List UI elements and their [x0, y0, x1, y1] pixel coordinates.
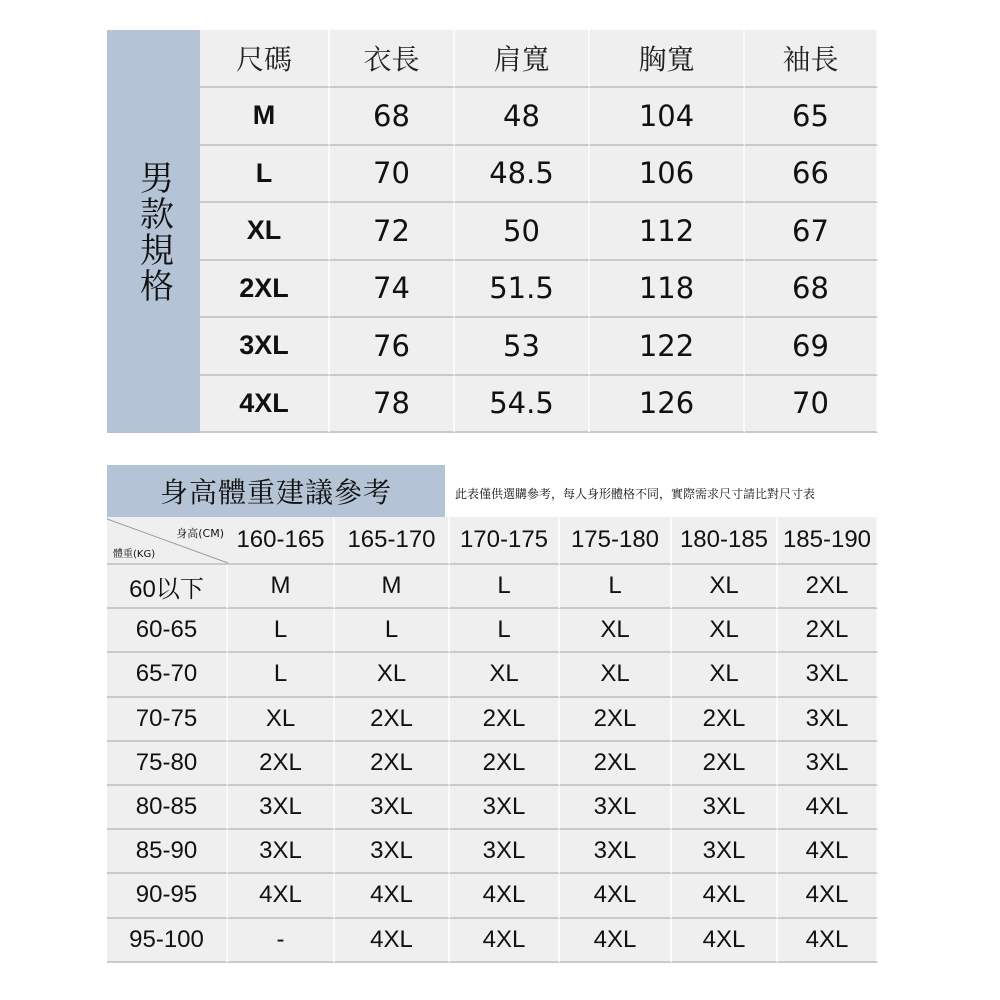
size-cell: 3XL — [450, 786, 560, 830]
size-cell: 3XL — [335, 786, 450, 830]
size-cell: XL — [560, 609, 672, 653]
weight-label: 90-95 — [107, 874, 228, 918]
size-label: 4XL — [200, 376, 330, 434]
measurement-cell: 70 — [330, 146, 455, 204]
column-header: 肩寬 — [455, 30, 590, 88]
size-cell: 2XL — [778, 609, 878, 653]
size-label: M — [200, 88, 330, 146]
measurement-cell: 53 — [455, 318, 590, 376]
measurement-cell: 51.5 — [455, 261, 590, 319]
size-cell: 4XL — [778, 830, 878, 874]
size-cell: 4XL — [228, 874, 335, 918]
size-cell: L — [228, 609, 335, 653]
size-cell: 2XL — [560, 698, 672, 742]
size-cell: 2XL — [672, 742, 778, 786]
size-cell: L — [450, 609, 560, 653]
size-cell: XL — [450, 653, 560, 697]
size-label: L — [200, 146, 330, 204]
size-cell: 3XL — [778, 742, 878, 786]
measurement-cell: 118 — [590, 261, 745, 319]
weight-label: 75-80 — [107, 742, 228, 786]
size-cell: 2XL — [778, 565, 878, 609]
size-cell: 2XL — [450, 698, 560, 742]
size-cell: 4XL — [672, 874, 778, 918]
measurement-cell: 70 — [745, 376, 878, 434]
measurement-cell: 66 — [745, 146, 878, 204]
size-cell: 3XL — [672, 786, 778, 830]
size-cell: 3XL — [560, 830, 672, 874]
measurement-cell: 68 — [745, 261, 878, 319]
corner-header — [107, 517, 228, 565]
measurement-cell: 104 — [590, 88, 745, 146]
mens-spec-label: 男款規格 — [107, 30, 200, 433]
size-cell: 3XL — [672, 830, 778, 874]
measurement-cell: 126 — [590, 376, 745, 434]
measurement-cell: 69 — [745, 318, 878, 376]
size-cell: XL — [672, 565, 778, 609]
size-cell: 4XL — [778, 786, 878, 830]
size-cell: 3XL — [228, 830, 335, 874]
weight-label: 85-90 — [107, 830, 228, 874]
size-cell: L — [335, 609, 450, 653]
size-cell: XL — [335, 653, 450, 697]
size-cell: 3XL — [560, 786, 672, 830]
size-label: 2XL — [200, 261, 330, 319]
corner-weight-label: 體重(KG) — [113, 549, 156, 560]
measurement-cell: 112 — [590, 203, 745, 261]
size-cell: L — [228, 653, 335, 697]
weight-label: 65-70 — [107, 653, 228, 697]
size-cell: 3XL — [778, 653, 878, 697]
size-cell: 4XL — [778, 874, 878, 918]
weight-label: 95-100 — [107, 919, 228, 963]
size-cell: L — [560, 565, 672, 609]
size-cell: - — [228, 919, 335, 963]
size-cell: 2XL — [672, 698, 778, 742]
size-cell: 4XL — [560, 919, 672, 963]
measurement-cell: 68 — [330, 88, 455, 146]
size-cell: 4XL — [450, 919, 560, 963]
size-cell: 2XL — [450, 742, 560, 786]
size-cell: 3XL — [778, 698, 878, 742]
size-cell: 4XL — [778, 919, 878, 963]
size-label: 3XL — [200, 318, 330, 376]
height-header: 180-185 — [672, 517, 778, 565]
measurement-cell: 74 — [330, 261, 455, 319]
size-cell: 2XL — [335, 698, 450, 742]
recommend-note: 此表僅供選購參考，每人身形體格不同，實際需求尺寸請比對尺寸表 — [455, 487, 816, 501]
size-label: XL — [200, 203, 330, 261]
column-header: 尺碼 — [200, 30, 330, 88]
weight-label: 60以下 — [107, 565, 228, 609]
size-cell: 3XL — [450, 830, 560, 874]
size-cell: XL — [560, 653, 672, 697]
measurement-cell: 65 — [745, 88, 878, 146]
measurement-cell: 54.5 — [455, 376, 590, 434]
mens-size-table — [107, 30, 878, 433]
size-cell: 4XL — [335, 919, 450, 963]
weight-label: 70-75 — [107, 698, 228, 742]
height-header: 175-180 — [560, 517, 672, 565]
measurement-cell: 72 — [330, 203, 455, 261]
size-cell: 2XL — [228, 742, 335, 786]
size-cell: 2XL — [335, 742, 450, 786]
height-weight-table — [107, 517, 878, 963]
size-cell: M — [335, 565, 450, 609]
size-cell: 3XL — [228, 786, 335, 830]
size-cell: 3XL — [335, 830, 450, 874]
size-cell: M — [228, 565, 335, 609]
measurement-cell: 50 — [455, 203, 590, 261]
measurement-cell: 122 — [590, 318, 745, 376]
column-header: 袖長 — [745, 30, 878, 88]
size-cell: 4XL — [672, 919, 778, 963]
size-cell: 4XL — [560, 874, 672, 918]
size-cell: XL — [672, 653, 778, 697]
size-cell: 2XL — [560, 742, 672, 786]
height-header: 160-165 — [228, 517, 335, 565]
height-header: 170-175 — [450, 517, 560, 565]
measurement-cell: 78 — [330, 376, 455, 434]
measurement-cell: 48 — [455, 88, 590, 146]
weight-label: 80-85 — [107, 786, 228, 830]
column-header: 胸寬 — [590, 30, 745, 88]
size-cell: XL — [672, 609, 778, 653]
column-header: 衣長 — [330, 30, 455, 88]
measurement-cell: 67 — [745, 203, 878, 261]
size-cell: XL — [228, 698, 335, 742]
measurement-cell: 106 — [590, 146, 745, 204]
measurement-cell: 76 — [330, 318, 455, 376]
size-cell: 4XL — [450, 874, 560, 918]
recommend-title: 身高體重建議參考 — [107, 465, 445, 517]
size-cell: 4XL — [335, 874, 450, 918]
height-header: 185-190 — [778, 517, 878, 565]
measurement-cell: 48.5 — [455, 146, 590, 204]
weight-label: 60-65 — [107, 609, 228, 653]
corner-height-label: 身高(CM) — [176, 527, 224, 540]
size-cell: L — [450, 565, 560, 609]
height-header: 165-170 — [335, 517, 450, 565]
